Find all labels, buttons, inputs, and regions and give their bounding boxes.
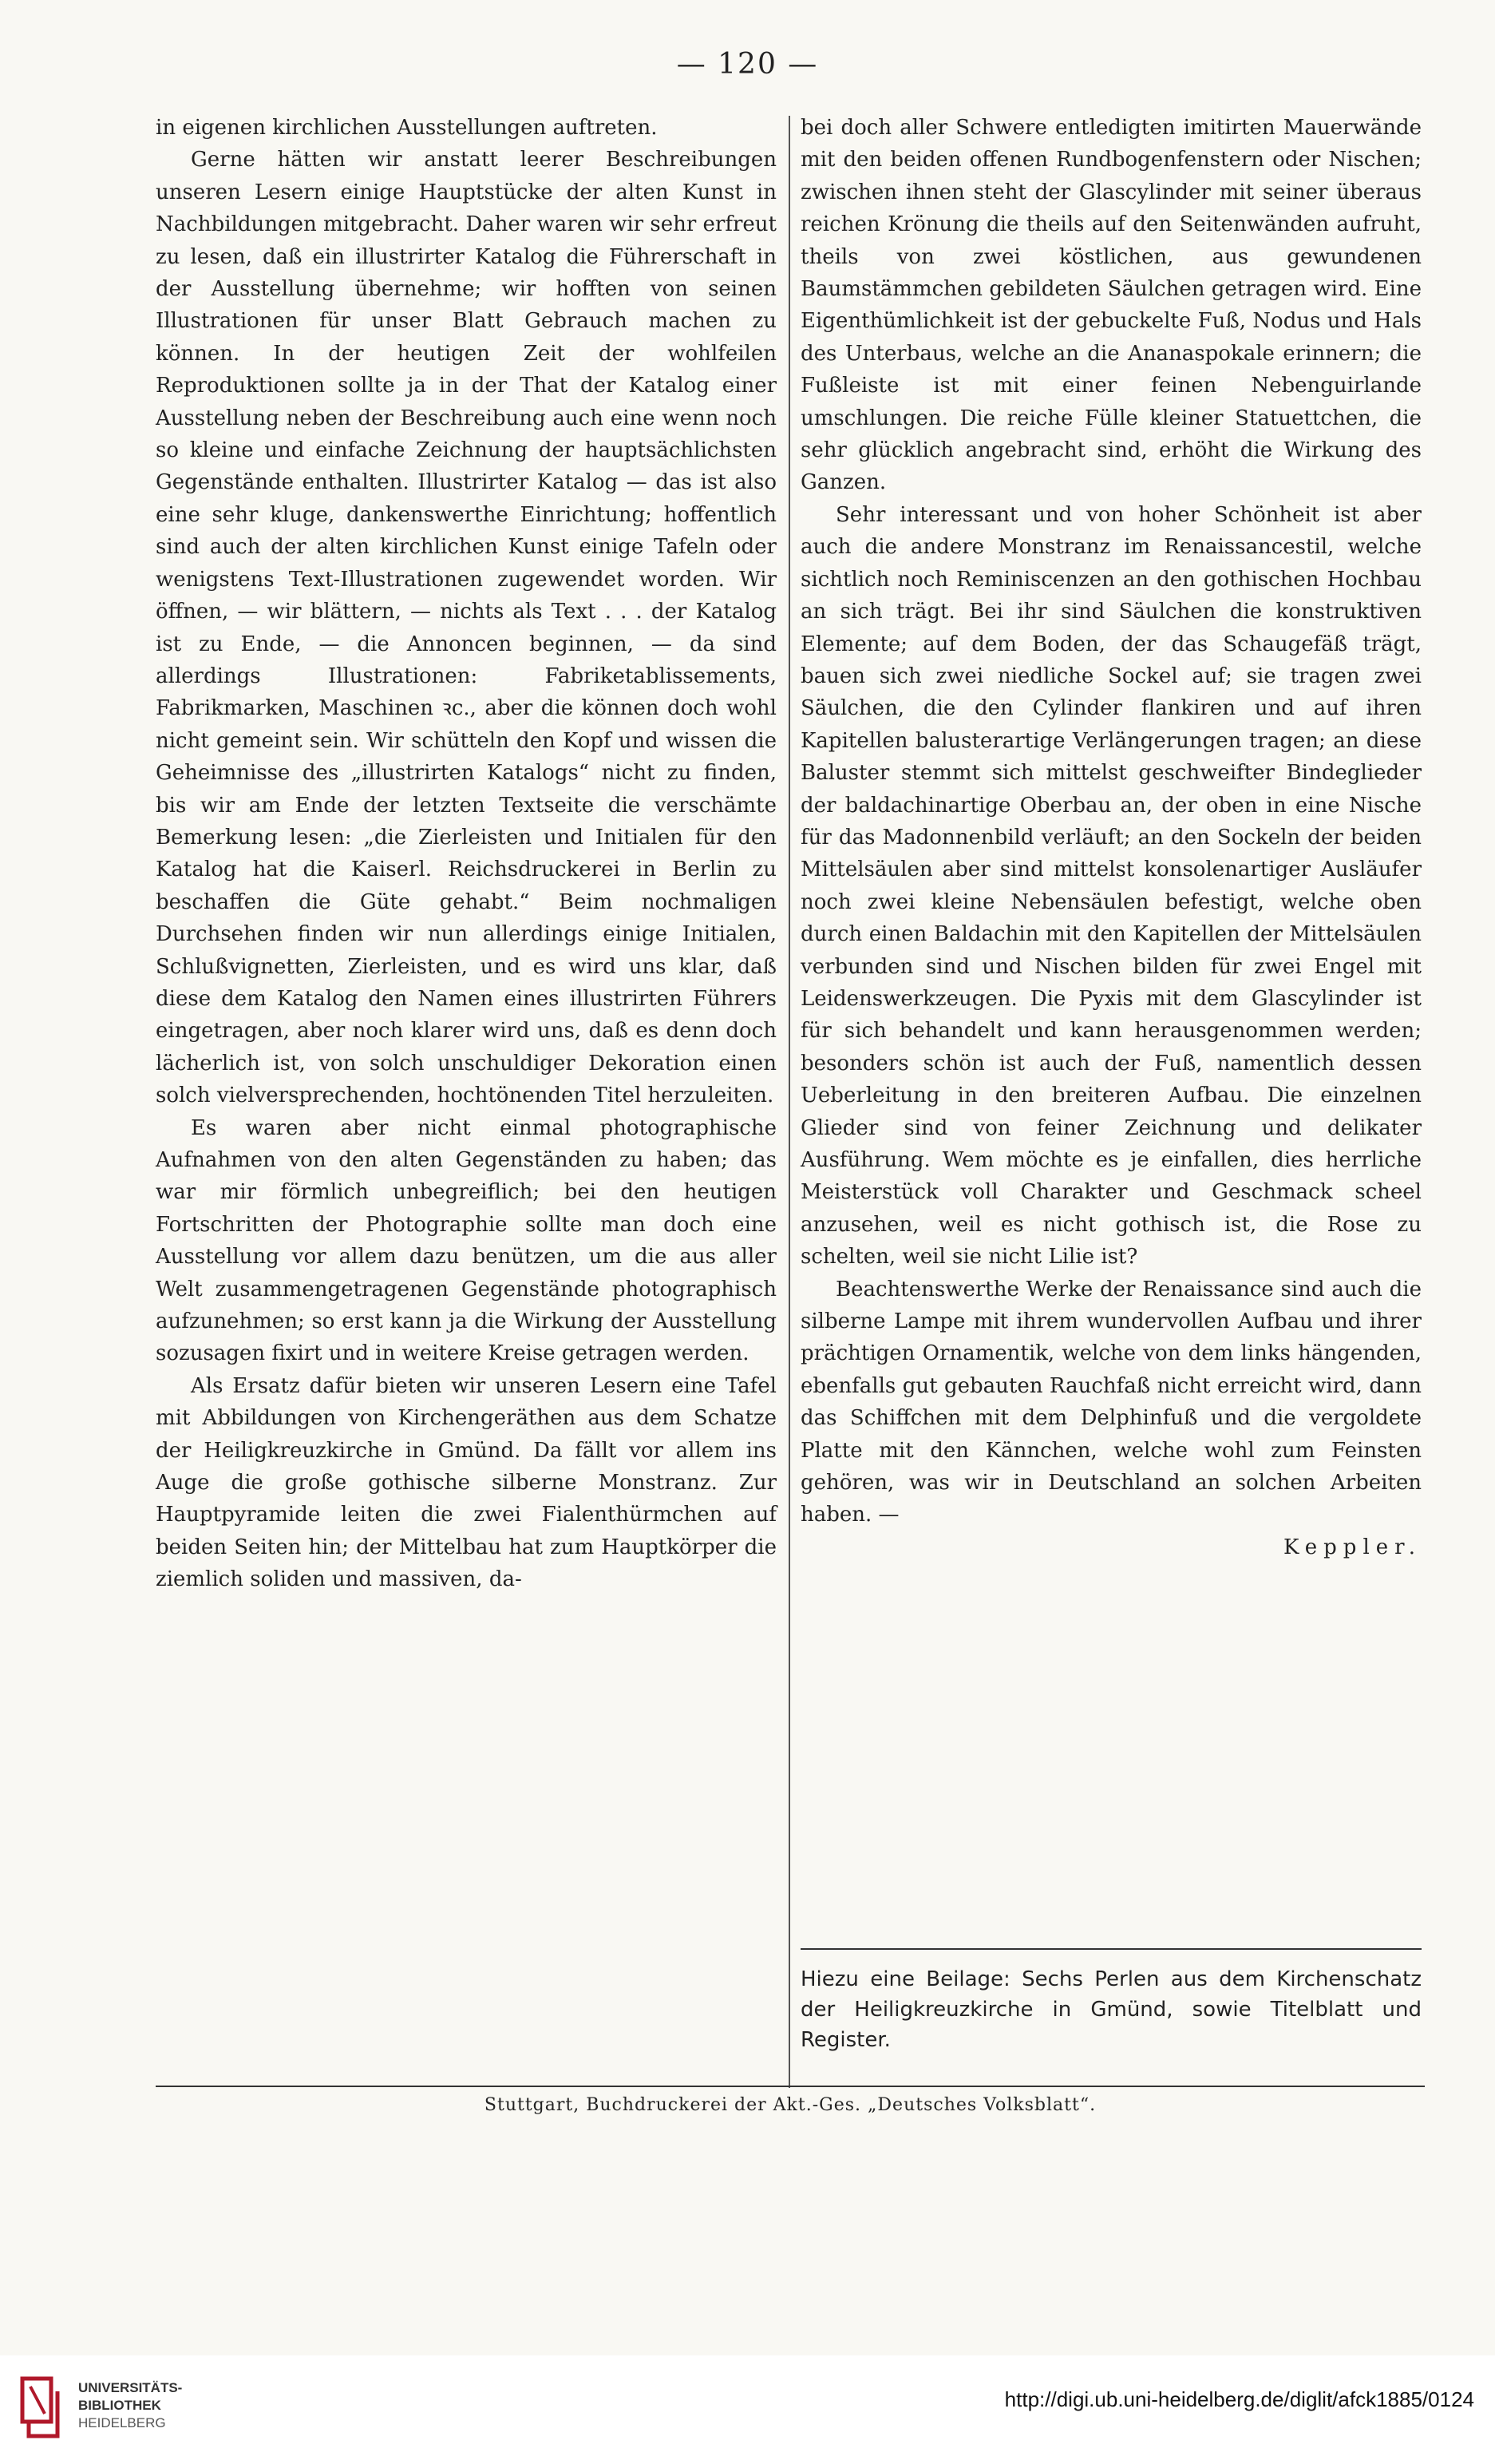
paragraph: Gerne hätten wir anstatt leerer Beschreibungen unseren Lesern einige Hauptstücke der alten Kunst in Nachbildungen mitgebracht. Daher waren wir sehr erfreut zu lesen, daß ein illustrirter Katalog die Führerschaft in der Ausstellung übernehme; wir hofften von seinen Illustrationen für unser Blatt Gebrauch machen zu können. In der heutigen Zeit der wohlfeilen Reproduktionen sollte ja in der That der Katalog einer Ausstellung neben der Beschreibung auch eine wenn noch so kleine und einfache Zeichnung der hauptsächlichsten Gegenstände enthalten. Illustrirter Katalog — das ist also eine sehr kluge, dankenswerthe Einrichtung; hoffentlich sind auch der alten kirchlichen Kunst einige Tafeln oder wenigstens Text-Illustrationen zugewendet worden. Wir öffnen, — wir blättern, — nichts als Text . . . der Katalog ist zu Ende, — die Annoncen beginnen, — da sind allerdings Illustrationen: Fabriketablissements, Fabrikmarken, Maschinen ꝛc., aber die können doch wohl nicht gemeint sein. Wir schütteln den Kopf und wissen die Geheimnisse des „illustrirten Katalogs“ nicht zu finden, bis wir am Ende der letzten Textseite die verschämte Bemerkung lesen: „die Zierleisten und Initialen für den Katalog hat die Kaiserl. Reichsdruckerei in Berlin zu beschaffen die Güte gehabt.“ Beim nochmaligen Durchsehen finden wir nun allerdings einige Initialen, Schlußvignetten, Zierleisten, und es wird uns klar, daß diese dem Katalog den Namen eines illustrirten Führers eingetragen, aber noch klarer wird uns, daß es denn doch lächerlich ist, von solch unschuldiger Dekoration einen solch vielversprechenden, hochtönenden Titel herzuleiten. bbox=[156, 148, 777, 1108]
library-name-line: UNIVERSITÄTS- bbox=[78, 2380, 183, 2395]
paragraph: Es waren aber nicht einmal photographische Aufnahmen von den alten Gegenständen zu haben; das war mir förmlich unbegreiflich; bei den heutigen Fortschritten der Photographie sollte man doch eine Ausstellung vor allem dazu benützen, um die aus aller Welt zusammengetragenen Gegenstände photographisch aufzunehmen; so erst kann ja die Wirkung der Ausstellung sozusagen fixirt und in weitere Kreise getragen werden. bbox=[156, 1115, 777, 1366]
printer-imprint: Stuttgart, Buchdruckerei der Akt.-Ges. „Deutsches Volksblatt“. bbox=[156, 2086, 1425, 2115]
author-signature: Keppler. bbox=[1283, 1535, 1422, 1559]
page-number: — 120 — bbox=[676, 48, 819, 81]
paragraph: Beachtenswerthe Werke der Renaissance sind auch die silberne Lampe mit ihrem wundervollen Aufbau und ihrer prächtigen Ornamentik, welche von dem links hängenden, ebenfalls gut gebauten Rauchfaß nicht erreicht wird, dann das Schiffchen mit dem Delphinfuß und die vergoldete Platte mit den Kännchen, welche wohl zum Feinsten gehören, was wir in Deutschland an solchen Arbeiten haben. — bbox=[801, 1277, 1422, 1527]
paragraph: Als Ersatz dafür bieten wir unseren Lesern eine Tafel mit Abbildungen von Kirchengeräthen aus dem Schatze der Heiligkreuzkirche in Gmünd. Da fällt vor allem ins Auge die große gothische silberne Monstranz. Zur Hauptpyramide leiten die zwei Fialenthürmchen auf beiden Seiten hin; der Mittelbau hat zum Hauptkörper die ziemlich soliden und massiven, da- bbox=[156, 1373, 777, 1592]
supplement-note: Hiezu eine Beilage: Sechs Perlen aus dem Kirchenschatz der Heiligkreuzkirche in Gmünd, sowie Titelblatt und Register. bbox=[801, 1948, 1422, 2055]
library-name-line: HEIDELBERG bbox=[78, 2415, 166, 2430]
signature-line bbox=[801, 1531, 1422, 1563]
paragraph: Sehr interessant und von hoher Schönheit ist aber auch die andere Monstranz im Renaissancestil, welche sichtlich noch Reminiscenzen an den gothischen Hochbau an sich trägt. Bei ihr sind Säulchen die konstruktiven Elemente; auf dem Boden, der das Schaugefäß trägt, bauen sich zwei niedliche Sockel auf; sie tragen zwei Säulchen, die den Cylinder flankiren und auf ihren Kapitellen balusterartige Verlängerungen tragen; an diese Baluster stemmt sich mittelst geschweifter Bindeglieder der baldachinartige Oberbau an, der oben in eine Nische für das Madonnenbild verläuft; an den Sockeln der beiden Mittelsäulen aber sind mittelst konsolenartiger Ausläufer noch zwei kleine Nebensäulen befestigt, welche oben durch einen Baldachin mit den Kapitellen der Mittelsäulen verbunden sind und Nischen bilden für zwei Engel mit Leidenswerkzeugen. Die Pyxis mit dem Glascylinder ist für sich behandelt und kann herausgenommen werden; besonders schön ist auch der Fuß, namentlich dessen Ueberleitung in den breiteren Aufbau. Die einzelnen Glieder sind von feiner Zeichnung und delikater Ausführung. Wem möchte es je einfallen, dies herrliche Meisterstück voll Charakter und Geschmack scheel anzusehen, weil es nicht gothisch ist, die Rose zu schelten, weil sie nicht Lilie ist? bbox=[801, 502, 1422, 1270]
right-column bbox=[801, 112, 1422, 1563]
university-library-logo-icon bbox=[18, 2367, 65, 2444]
library-name bbox=[78, 2379, 182, 2432]
paragraph: bei doch aller Schwere entledigten imitirten Mauerwände mit den beiden offenen Rundbogenfenstern oder Nischen; zwischen ihnen steht der Glascylinder mit seiner überaus reichen Krönung die theils auf den Seitenwänden aufruht, theils von zwei köstlichen, aus gewundenen Baumstämmchen gebildeten Säulchen getragen wird. Eine Eigenthümlichkeit ist der gebuckelte Fuß, Nodus und Hals des Unterbaus, welche an die Ananaspokale erinnern; die Fußleiste ist mit einer feinen Nebenguirlande umschlungen. Die reiche Fülle kleiner Statuettchen, die sehr glücklich angebracht sind, erhöht die Wirkung des Ganzen. bbox=[801, 116, 1422, 495]
left-column bbox=[156, 112, 777, 1596]
source-url-link[interactable]: http://digi.ub.uni-heidelberg.de/diglit/afck1885/0124 bbox=[1004, 2387, 1474, 2411]
paragraph: in eigenen kirchlichen Ausstellungen auftreten. bbox=[156, 116, 658, 140]
column-divider bbox=[789, 116, 790, 2088]
library-name-line: BIBLIOTHEK bbox=[78, 2398, 161, 2413]
